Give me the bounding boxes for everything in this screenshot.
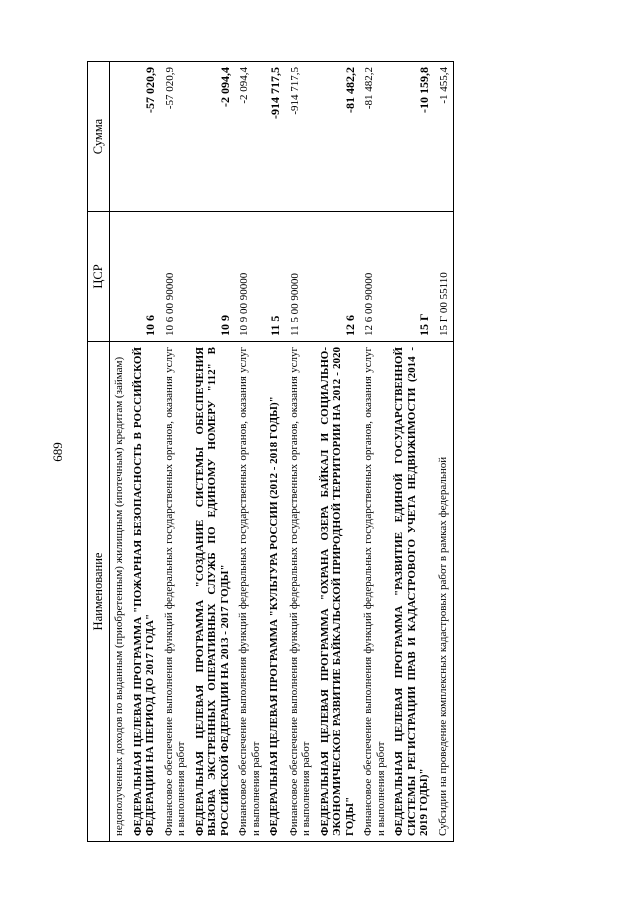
row-name-cell: Финансовое обеспечение выполнения функций федеральных государственных органов, оказания услуг и выполнения работ — [359, 342, 390, 842]
row-name-cell: Субсидии на проведение комплексных кадастровых работ в рамках федеральной — [434, 342, 454, 842]
table-body — [110, 62, 454, 842]
row-csr-cell: 15 Г — [390, 212, 434, 342]
row-csr-cell: 11 5 — [265, 212, 285, 342]
row-sum-cell: -81 482,2 — [359, 62, 390, 212]
column-header-csr: ЦСР — [88, 212, 110, 342]
table-header-row — [88, 62, 110, 842]
row-sum-cell — [110, 62, 129, 212]
row-csr-cell: 11 5 00 90000 — [285, 212, 316, 342]
row-sum-cell: -10 159,8 — [390, 62, 434, 212]
program-row — [265, 62, 285, 842]
row-sum-cell: -1 455,4 — [434, 62, 454, 212]
row-csr-cell — [110, 212, 129, 342]
row-name-cell: Финансовое обеспечение выполнения функций федеральных государственных органов, оказания услуг и выполнения работ — [160, 342, 191, 842]
row-sum-cell: -57 020,9 — [160, 62, 191, 212]
column-header-name: Наименование — [88, 342, 110, 842]
row-csr-cell: 15 Г 00 55110 — [434, 212, 454, 342]
row-name-cell: недополученных доходов по выданным (приобретенным) жилищным (ипотечным) кредитам (займам) — [110, 342, 129, 842]
table-row — [160, 62, 191, 842]
row-sum-cell: -914 717,5 — [265, 62, 285, 212]
row-csr-cell: 10 6 — [129, 212, 160, 342]
budget-table — [87, 61, 454, 842]
program-row — [316, 62, 360, 842]
row-csr-cell: 10 6 00 90000 — [160, 212, 191, 342]
program-row — [129, 62, 160, 842]
table-row — [434, 62, 454, 842]
row-csr-cell: 10 9 00 90000 — [234, 212, 265, 342]
table-row — [285, 62, 316, 842]
row-name-cell: ФЕДЕРАЛЬНАЯ ЦЕЛЕВАЯ ПРОГРАММА "ПОЖАРНАЯ БЕЗОПАСНОСТЬ В РОССИЙСКОЙ ФЕДЕРАЦИИ НА ПЕРИОД ДО 2017 ГОДА" — [129, 342, 160, 842]
row-sum-cell: -2 094,4 — [191, 62, 235, 212]
row-csr-cell: 12 6 00 90000 — [359, 212, 390, 342]
row-name-cell: Финансовое обеспечение выполнения функций федеральных государственных органов, оказания услуг и выполнения работ — [234, 342, 265, 842]
program-row — [191, 62, 235, 842]
row-name-cell: ФЕДЕРАЛЬНАЯ ЦЕЛЕВАЯ ПРОГРАММА "РАЗВИТИЕ ЕДИНОЙ ГОСУДАРСТВЕННОЙ СИСТЕМЫ РЕГИСТРАЦИИ ПРАВ И КАДАСТРОВОГО УЧЕТА НЕДВИЖИМОСТИ (2014 - 2019 ГОДЫ)" — [390, 342, 434, 842]
row-csr-cell: 10 9 — [191, 212, 235, 342]
table-row — [110, 62, 129, 842]
row-sum-cell: -914 717,5 — [285, 62, 316, 212]
column-header-sum: Сумма — [88, 62, 110, 212]
row-csr-cell: 12 6 — [316, 212, 360, 342]
table-row — [234, 62, 265, 842]
row-name-cell: Финансовое обеспечение выполнения функций федеральных государственных органов, оказания услуг и выполнения работ — [285, 342, 316, 842]
program-row — [390, 62, 434, 842]
table-row — [359, 62, 390, 842]
row-sum-cell: -57 020,9 — [129, 62, 160, 212]
row-sum-cell: -81 482,2 — [316, 62, 360, 212]
row-name-cell: ФЕДЕРАЛЬНАЯ ЦЕЛЕВАЯ ПРОГРАММА "СОЗДАНИЕ СИСТЕМЫ ОБЕСПЕЧЕНИЯ ВЫЗОВА ЭКСТРЕННЫХ ОПЕРАТИВНЫХ СЛУЖБ ПО ЕДИНОМУ НОМЕРУ "112" В РОССИЙСКОЙ ФЕДЕРАЦИИ НА 2013 - 2017 ГОДЫ" — [191, 342, 235, 842]
row-name-cell: ФЕДЕРАЛЬНАЯ ЦЕЛЕВАЯ ПРОГРАММА "КУЛЬТУРА РОССИИ (2012 - 2018 ГОДЫ)" — [265, 342, 285, 842]
row-name-cell: ФЕДЕРАЛЬНАЯ ЦЕЛЕВАЯ ПРОГРАММА "ОХРАНА ОЗЕРА БАЙКАЛ И СОЦИАЛЬНО-ЭКОНОМИЧЕСКОЕ РАЗВИТИЕ БАЙКАЛЬСКОЙ ПРИРОДНОЙ ТЕРРИТОРИИ НА 2012 - 2020 ГОДЫ" — [316, 342, 360, 842]
page-number: 689 — [50, 442, 65, 462]
budget-table-sheet — [87, 62, 599, 842]
row-sum-cell: -2 094,4 — [234, 62, 265, 212]
